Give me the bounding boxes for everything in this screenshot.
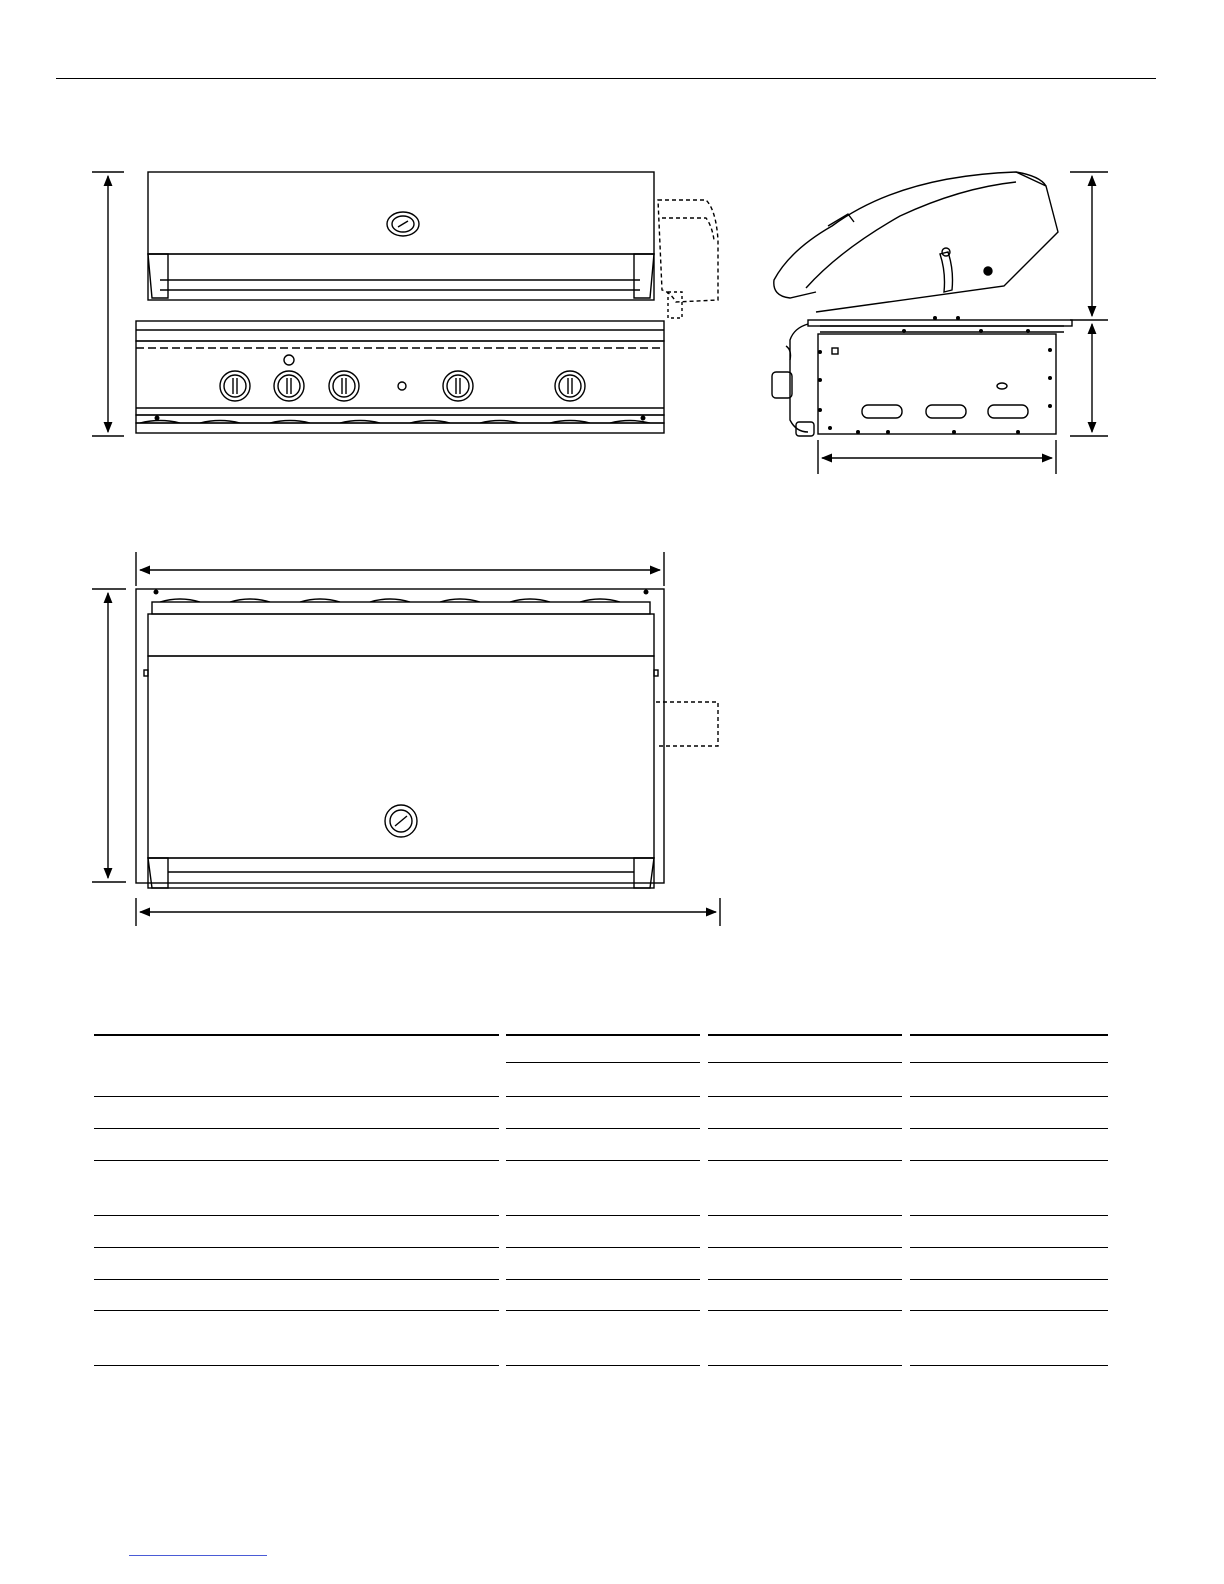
thermometer-icon xyxy=(387,212,419,236)
control-knob xyxy=(220,371,250,401)
front-view xyxy=(92,172,718,436)
top-view xyxy=(92,552,720,926)
table-row xyxy=(94,1247,499,1248)
footer-link[interactable] xyxy=(129,1555,267,1556)
table-row xyxy=(94,1215,499,1216)
igniter-button-icon xyxy=(398,382,406,390)
side-view xyxy=(772,172,1108,474)
table-rule xyxy=(506,1034,700,1036)
control-knob xyxy=(329,371,359,401)
control-knob xyxy=(555,371,585,401)
thermometer-icon xyxy=(385,805,417,837)
table-row xyxy=(94,1310,499,1311)
indicator-light-icon xyxy=(284,355,294,365)
table-rule xyxy=(910,1034,1108,1036)
table-rule xyxy=(708,1034,902,1036)
control-knob xyxy=(274,371,304,401)
table-rule xyxy=(708,1062,902,1063)
table-row xyxy=(94,1279,499,1280)
table-row xyxy=(94,1160,499,1161)
table-row xyxy=(94,1128,499,1129)
table-rule xyxy=(910,1062,1108,1063)
control-knob xyxy=(443,371,473,401)
table-rule xyxy=(506,1062,700,1063)
table-rule xyxy=(94,1034,499,1036)
table-row xyxy=(94,1365,499,1366)
table-row xyxy=(94,1096,499,1097)
